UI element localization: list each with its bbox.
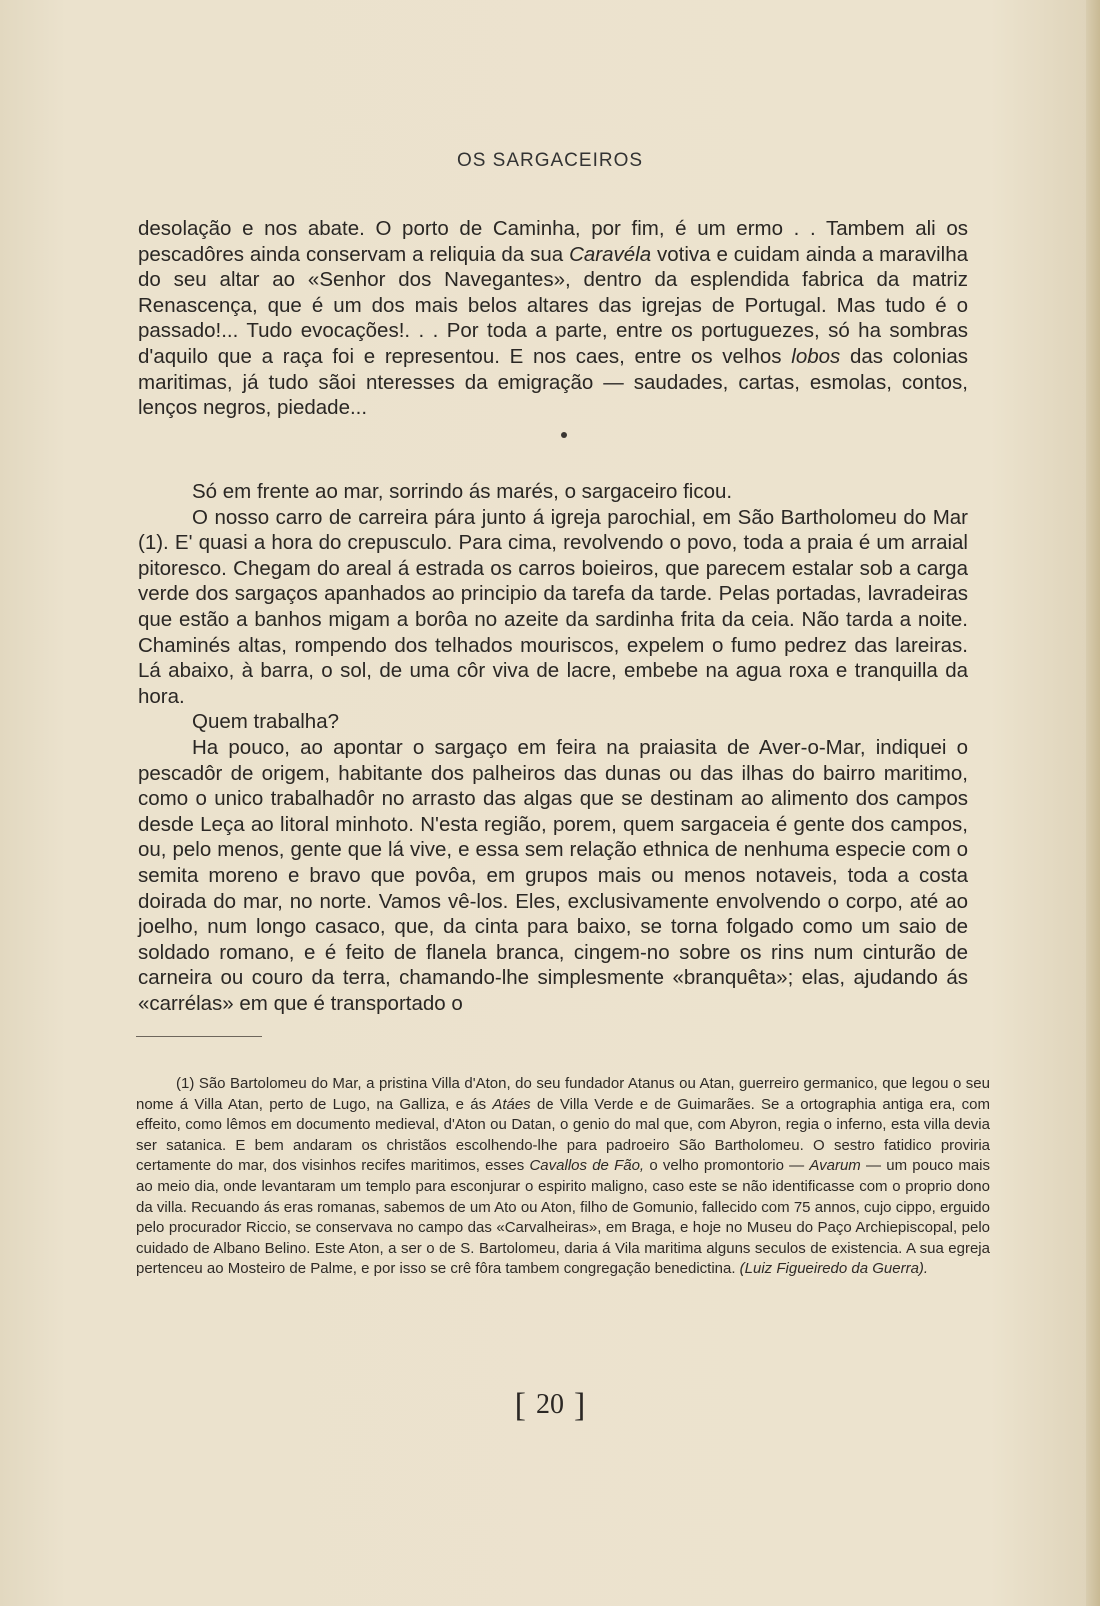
section-break-dot xyxy=(561,432,567,438)
page-edge xyxy=(1086,0,1100,1606)
bracket-left: [ xyxy=(514,1387,526,1424)
footnote xyxy=(136,1074,990,1280)
paragraph: O nosso carro de carreira pára junto á igreja parochial, em São Bartholomeu do Mar (1). E' quasi a hora do crepusculo. Para cima, revolvendo o povo, toda a praia é um arraial pitoresco. Chegam do areal á estrada os carros boieiros, que parecem estalar sob a carga verde dos sargaços apanhados ao principio da tarefa da tarde. Pelas portadas, lavradeiras que estão a banhos migam a borôa no azeite da sardinha frita da ceia. Não tarda a noite. Chaminés altas, rompendo dos telhados mouriscos, expelem o fumo pedrez das lareiras. Lá abaixo, à barra, o sol, de uma côr viva de lacre, embebe na agua roxa e tranquilla da hora. xyxy=(138,505,968,708)
footnote-rule xyxy=(136,1036,262,1037)
italic-term: Avarum xyxy=(809,1157,861,1175)
paragraph: Ha pouco, ao apontar o sargaço em feira na praiasita de Aver-o-Mar, indiquei o pescadôr de origem, habitante dos palheiros das dunas ou das ilhas do bairro maritimo, como o unico trabalhadôr no arrasto das algas que se destinam ao alimento dos campos desde Leça ao litoral minhoto. N'esta região, porem, quem sargaceia é gente dos campos, ou, pelo menos, gente que lá vive, e essa sem relação ethnica de nenhuma especie com o semita moreno e bravo que povôa, em grupos mais ou menos notaveis, toda a costa doirada do mar, no norte. Vamos vê-los. Eles, exclusivamente envolvendo o corpo, até ao joelho, num longo casaco, que, da cinta para baixo, se torna folgado como um saio de soldado romano, e é feito de flanela branca, cingem-no sobre os rins num cinturão de carneira ou couro da terra, chamando-lhe simplesmente «branquêta»; elas, ajudando ás «carrélas» em que é transportado o xyxy=(138,735,968,1015)
text-run: de Villa Verde e de Guimarães. Se a ortographia antiga era, com effeito, como lêmos em documento medieval, d'Aton ou Datan, o genio do mal que, com Abyron, regia o inferno, esta villa devia ser satanica. E bem andaram os christãos escolhendo-lhe para padroeiro São Bartholomeu. O sestro fatidico proviria certamente do mar, dos visinhos recifes maritimos, esses xyxy=(136,1095,990,1175)
italic-term: (Luiz Figueiredo da Guerra). xyxy=(739,1260,929,1278)
text-block-2 xyxy=(138,479,968,1016)
italic-term: Caravéla xyxy=(569,242,652,266)
paragraph: Só em frente ao mar, sorrindo ás marés, o sargaceiro ficou. xyxy=(192,480,733,503)
text-run: das colonias maritimas, já tudo sãoi nteresses da emigração — saudades, cartas, esmolas, contos, lenços negros, piedade... xyxy=(138,344,968,420)
text-run: votiva e cuidam ainda a maravilha do seu altar ao «Senhor dos Navegantes», dentro da esplendida fabrica da matriz Renascença, que é um dos mais belos altares das igrejas de Portugal. Mas tudo é o passado!... Tudo evocações!. . . Por toda a parte, entre os portuguezes, só ha sombras d'aquilo que a raça foi e representou. E nos caes, entre os velhos xyxy=(138,242,969,368)
text-run: — um pouco mais ao meio dia, onde levantaram um templo para esconjurar o espirito maligno, caso este se não identificasse com o proprio dono da villa. Recuando ás eras romanas, sabemos de um Ato ou Aton, filho de Gomunio, fallecido com 75 annos, cujo cippo, erguido pelo procurador Riccio, se conservava no campo das «Carvalheiras», em Braga, e hoje no Museu do Paço Archiepiscopal, pelo cuidado de Albano Belino. Este Aton, a ser o de S. Bartolomeu, daria á Vila maritima alguns seculos de existencia. A sua egreja pertenceu ao Mosteiro de Palme, e por isso se crê fôra tambem congregação benedictina. xyxy=(136,1157,991,1278)
footnote-paragraph xyxy=(136,1074,990,1280)
paragraph: Quem trabalha? xyxy=(192,710,340,734)
text-run: desolação e nos abate. O porto de Caminha, por fim, é um ermo . . Tambem ali os pescadôres ainda conservam a reliquia da sua xyxy=(138,217,968,266)
text-run: o velho promontorio — xyxy=(644,1157,810,1175)
paragraph xyxy=(138,216,968,421)
italic-term: lobos xyxy=(791,344,841,368)
running-title: OS SARGACEIROS xyxy=(456,150,644,171)
text-run: (1) São Bartolomeu do Mar, a pristina Villa d'Aton, do seu fundador Atanus ou Atan, guerreiro germanico, que legou o seu nome á Villa Atan, perto de Lugo, na Galliza, e ás xyxy=(136,1075,990,1113)
page-number xyxy=(0,1384,1100,1422)
page-number-value: 20 xyxy=(536,1389,564,1420)
text-block-1 xyxy=(138,216,968,421)
italic-term: Cavallos de Fão, xyxy=(529,1157,645,1175)
italic-term: Atáes xyxy=(492,1095,531,1113)
bracket-right: ] xyxy=(574,1387,586,1424)
